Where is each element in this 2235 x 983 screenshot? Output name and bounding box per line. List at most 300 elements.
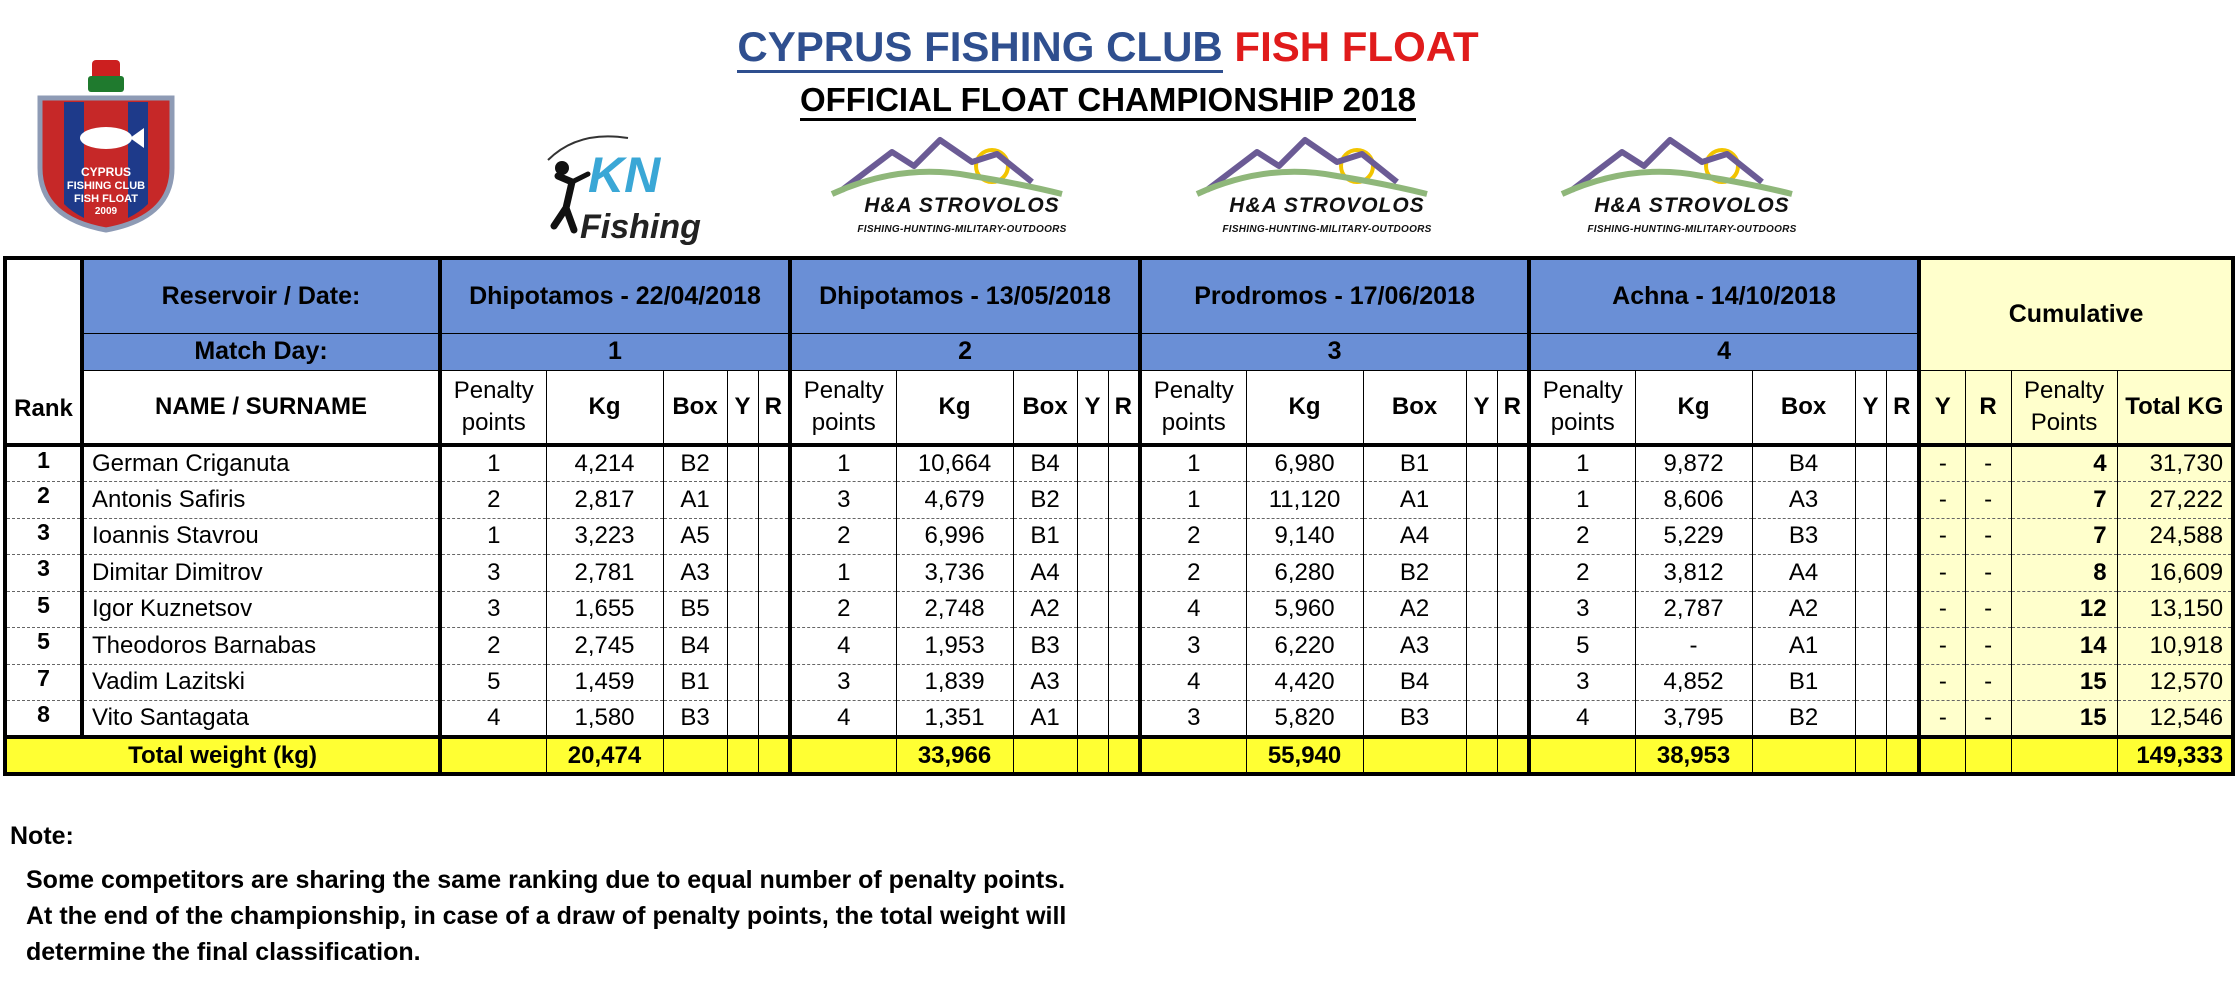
- kg-cell: 2,817: [546, 482, 663, 519]
- penalty-cell: 4: [440, 701, 546, 738]
- total-r-blank: [1108, 737, 1140, 774]
- sponsor-logo-2: [1187, 132, 1467, 244]
- cum-penalty-cell: 15: [2011, 701, 2117, 738]
- box-cell: B5: [663, 591, 727, 628]
- penalty-cell: 1: [1529, 482, 1635, 519]
- sponsor-tagline: FISHING-HUNTING-MILITARY-OUTDOORS: [1587, 224, 1797, 235]
- rank-cell: 3: [5, 518, 82, 555]
- r-cell: [1108, 518, 1140, 555]
- r-header: R: [1886, 370, 1919, 445]
- total-penalty-blank: [1140, 737, 1246, 774]
- cum-r-cell: -: [1965, 445, 2011, 482]
- y-cell: [1855, 445, 1886, 482]
- penalty-points-header: Penalty points: [1140, 370, 1246, 445]
- total-y-blank: [1855, 737, 1886, 774]
- box-cell: B3: [1752, 518, 1855, 555]
- penalty-cell: 1: [1529, 445, 1635, 482]
- box-cell: A1: [1363, 482, 1466, 519]
- cum-y-cell: -: [1919, 445, 1965, 482]
- y-cell: [1855, 591, 1886, 628]
- name-cell: Theodoros Barnabas: [82, 628, 440, 665]
- r-cell: [1497, 445, 1529, 482]
- r-cell: [1497, 591, 1529, 628]
- title-club-name: CYPRUS FISHING CLUB: [737, 23, 1222, 73]
- r-cell: [1108, 445, 1140, 482]
- kg-cell: 9,872: [1635, 445, 1752, 482]
- match-3-venue: Prodromos - 17/06/2018: [1140, 258, 1529, 333]
- table-row: [5, 701, 2233, 738]
- box-header: Box: [663, 370, 727, 445]
- kg-cell: 5,820: [1246, 701, 1363, 738]
- match-total-kg: 20,474: [546, 737, 663, 774]
- penalty-points-header: Penalty points: [440, 370, 546, 445]
- kg-cell: 3,736: [896, 555, 1013, 592]
- total-box-blank: [1752, 737, 1855, 774]
- kg-cell: 2,745: [546, 628, 663, 665]
- box-cell: A4: [1752, 555, 1855, 592]
- cum-y-header: Y: [1919, 370, 1965, 445]
- rank-cell: 2: [5, 482, 82, 519]
- kg-cell: 1,459: [546, 664, 663, 701]
- penalty-cell: 1: [1140, 445, 1246, 482]
- box-header: Box: [1363, 370, 1466, 445]
- r-cell: [1497, 664, 1529, 701]
- box-cell: A3: [1752, 482, 1855, 519]
- kg-cell: 8,606: [1635, 482, 1752, 519]
- cumulative-header: Cumulative: [1919, 258, 2233, 370]
- total-weight-row: [5, 737, 2233, 774]
- note-section: [10, 818, 1066, 970]
- total-weight-label: Total weight (kg): [5, 737, 440, 774]
- y-cell: [1466, 445, 1497, 482]
- page-subtitle: [0, 80, 2216, 120]
- r-cell: [1886, 482, 1919, 519]
- kg-cell: 1,580: [546, 701, 663, 738]
- penalty-cell: 2: [1140, 518, 1246, 555]
- penalty-cell: 1: [790, 445, 896, 482]
- total-penalty-blank: [790, 737, 896, 774]
- page-title: [0, 22, 2216, 72]
- kg-cell: 5,960: [1246, 591, 1363, 628]
- y-cell: [1855, 555, 1886, 592]
- kg-header: Kg: [1635, 370, 1752, 445]
- cum-penalty-header: Penalty Points: [2011, 370, 2117, 445]
- kn-logo-bottom: Fishing: [580, 208, 701, 246]
- sponsor-name: H&A STROVOLOS: [1229, 194, 1425, 217]
- box-cell: A2: [1752, 591, 1855, 628]
- kg-cell: -: [1635, 628, 1752, 665]
- total-box-blank: [663, 737, 727, 774]
- kg-cell: 6,996: [896, 518, 1013, 555]
- table-row: [5, 555, 2233, 592]
- box-cell: A4: [1363, 518, 1466, 555]
- y-cell: [1077, 701, 1108, 738]
- penalty-cell: 2: [440, 482, 546, 519]
- total-r-blank: [1886, 737, 1919, 774]
- kn-logo-top: KN: [588, 147, 661, 203]
- match-total-kg: 33,966: [896, 737, 1013, 774]
- kg-header: Kg: [896, 370, 1013, 445]
- total-box-blank: [1013, 737, 1077, 774]
- cum-penalty-cell: 8: [2011, 555, 2117, 592]
- cum-y-cell: -: [1919, 664, 1965, 701]
- penalty-cell: 1: [790, 555, 896, 592]
- r-cell: [1108, 591, 1140, 628]
- penalty-points-header: Penalty points: [790, 370, 896, 445]
- penalty-cell: 3: [1140, 701, 1246, 738]
- y-cell: [1466, 701, 1497, 738]
- name-cell: Ioannis Stavrou: [82, 518, 440, 555]
- note-title: Note:: [10, 822, 74, 850]
- r-cell: [758, 591, 790, 628]
- cum-r-cell: -: [1965, 664, 2011, 701]
- club-logo-line2: FISHING CLUB: [66, 180, 146, 192]
- box-cell: A1: [1752, 628, 1855, 665]
- title-fish-float: FISH FLOAT: [1234, 23, 1479, 70]
- kg-cell: 1,351: [896, 701, 1013, 738]
- penalty-cell: 3: [790, 664, 896, 701]
- box-cell: A3: [1363, 628, 1466, 665]
- box-cell: B4: [1752, 445, 1855, 482]
- r-cell: [1886, 591, 1919, 628]
- note-line-1: Some competitors are sharing the same ranking due to equal number of penalty points.: [26, 866, 1066, 894]
- box-cell: B1: [1752, 664, 1855, 701]
- table-row: [5, 518, 2233, 555]
- box-header: Box: [1752, 370, 1855, 445]
- box-cell: B2: [1752, 701, 1855, 738]
- r-cell: [1108, 664, 1140, 701]
- club-logo-icon: [22, 58, 190, 234]
- kn-fishing-logo-icon: [538, 130, 701, 248]
- box-cell: B2: [663, 445, 727, 482]
- note-line-3: determine the final classification.: [26, 938, 421, 966]
- y-cell: [1466, 518, 1497, 555]
- y-cell: [1077, 555, 1108, 592]
- penalty-cell: 5: [1529, 628, 1635, 665]
- box-cell: A4: [1013, 555, 1077, 592]
- mountain-icon: [1187, 132, 1467, 194]
- penalty-cell: 2: [790, 591, 896, 628]
- y-header: Y: [1855, 370, 1886, 445]
- club-logo-year: 2009: [94, 206, 118, 217]
- box-cell: B1: [1363, 445, 1466, 482]
- name-cell: German Criganuta: [82, 445, 440, 482]
- y-cell: [1466, 482, 1497, 519]
- r-cell: [1108, 482, 1140, 519]
- y-cell: [1855, 518, 1886, 555]
- penalty-cell: 2: [1140, 555, 1246, 592]
- box-cell: B2: [1013, 482, 1077, 519]
- total-kg-cell: 31,730: [2117, 445, 2233, 482]
- kg-cell: 4,852: [1635, 664, 1752, 701]
- y-cell: [727, 555, 758, 592]
- penalty-cell: 3: [1529, 591, 1635, 628]
- r-cell: [1886, 445, 1919, 482]
- table-row: [5, 664, 2233, 701]
- total-kg-cell: 12,546: [2117, 701, 2233, 738]
- cum-y-cell: -: [1919, 555, 1965, 592]
- box-cell: A1: [1013, 701, 1077, 738]
- r-cell: [1886, 555, 1919, 592]
- cum-y-cell: -: [1919, 628, 1965, 665]
- name-cell: Dimitar Dimitrov: [82, 555, 440, 592]
- penalty-cell: 4: [1529, 701, 1635, 738]
- sponsor-tagline: FISHING-HUNTING-MILITARY-OUTDOORS: [857, 224, 1067, 235]
- total-r-blank: [758, 737, 790, 774]
- penalty-cell: 2: [1529, 555, 1635, 592]
- penalty-cell: 3: [440, 555, 546, 592]
- penalty-cell: 3: [1529, 664, 1635, 701]
- y-cell: [1077, 518, 1108, 555]
- kg-cell: 9,140: [1246, 518, 1363, 555]
- kg-cell: 2,787: [1635, 591, 1752, 628]
- kg-cell: 3,223: [546, 518, 663, 555]
- match-day-label: Match Day:: [82, 333, 440, 370]
- cum-r-cell: -: [1965, 482, 2011, 519]
- y-cell: [1466, 628, 1497, 665]
- r-cell: [1886, 664, 1919, 701]
- total-kg-header: Total KG: [2117, 370, 2233, 445]
- box-cell: A2: [1363, 591, 1466, 628]
- box-cell: B1: [663, 664, 727, 701]
- cum-r-cell: -: [1965, 701, 2011, 738]
- penalty-cell: 4: [790, 628, 896, 665]
- penalty-points-header: Penalty points: [1529, 370, 1635, 445]
- total-kg-cell: 16,609: [2117, 555, 2233, 592]
- cum-penalty-cell: 4: [2011, 445, 2117, 482]
- match-2-day: 2: [790, 333, 1140, 370]
- note-line-2: At the end of the championship, in case of a draw of penalty points, the total weight will: [26, 902, 1067, 930]
- table-row: [5, 445, 2233, 482]
- penalty-cell: 4: [1140, 591, 1246, 628]
- cum-r-header: R: [1965, 370, 2011, 445]
- cum-y-cell: -: [1919, 518, 1965, 555]
- y-cell: [727, 591, 758, 628]
- box-cell: A3: [1013, 664, 1077, 701]
- kg-cell: 1,655: [546, 591, 663, 628]
- penalty-cell: 1: [1140, 482, 1246, 519]
- r-cell: [1497, 482, 1529, 519]
- penalty-cell: 1: [440, 445, 546, 482]
- kg-cell: 5,229: [1635, 518, 1752, 555]
- r-cell: [1108, 628, 1140, 665]
- box-cell: A5: [663, 518, 727, 555]
- r-cell: [1497, 628, 1529, 665]
- total-r-blank: [1497, 737, 1529, 774]
- r-header: R: [1497, 370, 1529, 445]
- match-1-venue: Dhipotamos - 22/04/2018: [440, 258, 790, 333]
- total-kg-cell: 12,570: [2117, 664, 2233, 701]
- penalty-cell: 5: [440, 664, 546, 701]
- kg-cell: 11,120: [1246, 482, 1363, 519]
- r-cell: [758, 445, 790, 482]
- results-table: [3, 256, 2235, 776]
- sponsor-name: H&A STROVOLOS: [1594, 194, 1790, 217]
- box-cell: B4: [663, 628, 727, 665]
- rank-cell: 8: [5, 701, 82, 738]
- match-total-kg: 55,940: [1246, 737, 1363, 774]
- box-cell: A2: [1013, 591, 1077, 628]
- kg-header: Kg: [546, 370, 663, 445]
- total-box-blank: [1363, 737, 1466, 774]
- y-header: Y: [1466, 370, 1497, 445]
- kg-cell: 3,812: [1635, 555, 1752, 592]
- match-3-day: 3: [1140, 333, 1529, 370]
- table-row: [5, 628, 2233, 665]
- r-cell: [758, 482, 790, 519]
- penalty-cell: 3: [1140, 628, 1246, 665]
- total-kg-cell: 24,588: [2117, 518, 2233, 555]
- box-cell: B3: [1363, 701, 1466, 738]
- name-cell: Vadim Lazitski: [82, 664, 440, 701]
- r-cell: [1886, 628, 1919, 665]
- y-cell: [1466, 591, 1497, 628]
- y-cell: [1077, 445, 1108, 482]
- sponsor-tagline: FISHING-HUNTING-MILITARY-OUTDOORS: [1222, 224, 1432, 235]
- penalty-cell: 2: [1529, 518, 1635, 555]
- box-cell: B4: [1363, 664, 1466, 701]
- rank-header: Rank: [5, 258, 82, 445]
- r-header: R: [758, 370, 790, 445]
- y-cell: [1855, 664, 1886, 701]
- cum-penalty-cell: 7: [2011, 482, 2117, 519]
- kg-cell: 1,839: [896, 664, 1013, 701]
- rank-cell: 7: [5, 664, 82, 701]
- rank-cell: 3: [5, 555, 82, 592]
- r-cell: [758, 628, 790, 665]
- grand-total-kg: 149,333: [2117, 737, 2233, 774]
- cum-r-cell: -: [1965, 518, 2011, 555]
- cum-penalty-cell: 12: [2011, 591, 2117, 628]
- y-cell: [1855, 482, 1886, 519]
- y-cell: [1077, 664, 1108, 701]
- kg-cell: 2,748: [896, 591, 1013, 628]
- box-cell: B2: [1363, 555, 1466, 592]
- kg-cell: 6,220: [1246, 628, 1363, 665]
- box-cell: A1: [663, 482, 727, 519]
- cum-r-cell: -: [1965, 591, 2011, 628]
- penalty-cell: 4: [1140, 664, 1246, 701]
- box-cell: A3: [663, 555, 727, 592]
- table-row: [5, 591, 2233, 628]
- kg-cell: 10,664: [896, 445, 1013, 482]
- penalty-cell: 2: [440, 628, 546, 665]
- y-cell: [1077, 482, 1108, 519]
- r-cell: [1108, 555, 1140, 592]
- rank-cell: 5: [5, 628, 82, 665]
- y-cell: [727, 445, 758, 482]
- match-2-venue: Dhipotamos - 13/05/2018: [790, 258, 1140, 333]
- name-surname-header: NAME / SURNAME: [82, 370, 440, 445]
- cum-y-cell: -: [1919, 482, 1965, 519]
- match-4-venue: Achna - 14/10/2018: [1529, 258, 1919, 333]
- r-header: R: [1108, 370, 1140, 445]
- sponsor-logo-1: [822, 132, 1102, 244]
- total-penalty-blank: [1529, 737, 1635, 774]
- y-cell: [1466, 555, 1497, 592]
- total-kg-cell: 13,150: [2117, 591, 2233, 628]
- cum-penalty-cell: 15: [2011, 664, 2117, 701]
- cum-penalty-cell: 14: [2011, 628, 2117, 665]
- sponsor-name: H&A STROVOLOS: [864, 194, 1060, 217]
- box-header: Box: [1013, 370, 1077, 445]
- total-cum-r-blank: [1965, 737, 2011, 774]
- subtitle-text: OFFICIAL FLOAT CHAMPIONSHIP 2018: [800, 81, 1416, 121]
- total-kg-cell: 27,222: [2117, 482, 2233, 519]
- total-cum-y-blank: [1919, 737, 1965, 774]
- r-cell: [1886, 701, 1919, 738]
- penalty-cell: 2: [790, 518, 896, 555]
- r-cell: [1497, 701, 1529, 738]
- y-header: Y: [727, 370, 758, 445]
- club-logo-line1: CYPRUS: [80, 165, 132, 179]
- total-y-blank: [727, 737, 758, 774]
- kg-cell: 4,420: [1246, 664, 1363, 701]
- y-cell: [1855, 628, 1886, 665]
- match-4-day: 4: [1529, 333, 1919, 370]
- box-cell: B1: [1013, 518, 1077, 555]
- total-cum-pen-blank: [2011, 737, 2117, 774]
- club-logo-line3: FISH FLOAT: [74, 193, 138, 205]
- y-cell: [727, 518, 758, 555]
- reservoir-date-label: Reservoir / Date:: [82, 258, 440, 333]
- cum-r-cell: -: [1965, 628, 2011, 665]
- penalty-cell: 3: [440, 591, 546, 628]
- y-cell: [727, 628, 758, 665]
- cum-penalty-cell: 7: [2011, 518, 2117, 555]
- box-cell: B4: [1013, 445, 1077, 482]
- y-cell: [1077, 628, 1108, 665]
- box-cell: B3: [663, 701, 727, 738]
- box-cell: B3: [1013, 628, 1077, 665]
- sponsor-logo-3: [1552, 132, 1832, 244]
- cum-r-cell: -: [1965, 555, 2011, 592]
- y-cell: [727, 701, 758, 738]
- r-cell: [758, 555, 790, 592]
- kg-cell: 3,795: [1635, 701, 1752, 738]
- total-y-blank: [1077, 737, 1108, 774]
- mountain-icon: [822, 132, 1102, 194]
- kg-cell: 4,214: [546, 445, 663, 482]
- name-cell: Igor Kuznetsov: [82, 591, 440, 628]
- kg-cell: 1,953: [896, 628, 1013, 665]
- rank-cell: 1: [5, 445, 82, 482]
- penalty-cell: 4: [790, 701, 896, 738]
- kg-cell: 4,679: [896, 482, 1013, 519]
- r-cell: [758, 518, 790, 555]
- total-kg-cell: 10,918: [2117, 628, 2233, 665]
- r-cell: [1108, 701, 1140, 738]
- y-cell: [1466, 664, 1497, 701]
- mountain-icon: [1552, 132, 1832, 194]
- r-cell: [758, 664, 790, 701]
- y-header: Y: [1077, 370, 1108, 445]
- match-total-kg: 38,953: [1635, 737, 1752, 774]
- kg-cell: 6,280: [1246, 555, 1363, 592]
- table-row: [5, 482, 2233, 519]
- y-cell: [1077, 591, 1108, 628]
- kg-cell: 2,781: [546, 555, 663, 592]
- penalty-cell: 3: [790, 482, 896, 519]
- penalty-cell: 1: [440, 518, 546, 555]
- y-cell: [727, 664, 758, 701]
- r-cell: [1497, 518, 1529, 555]
- total-penalty-blank: [440, 737, 546, 774]
- r-cell: [1886, 518, 1919, 555]
- match-1-day: 1: [440, 333, 790, 370]
- total-y-blank: [1466, 737, 1497, 774]
- cum-y-cell: -: [1919, 591, 1965, 628]
